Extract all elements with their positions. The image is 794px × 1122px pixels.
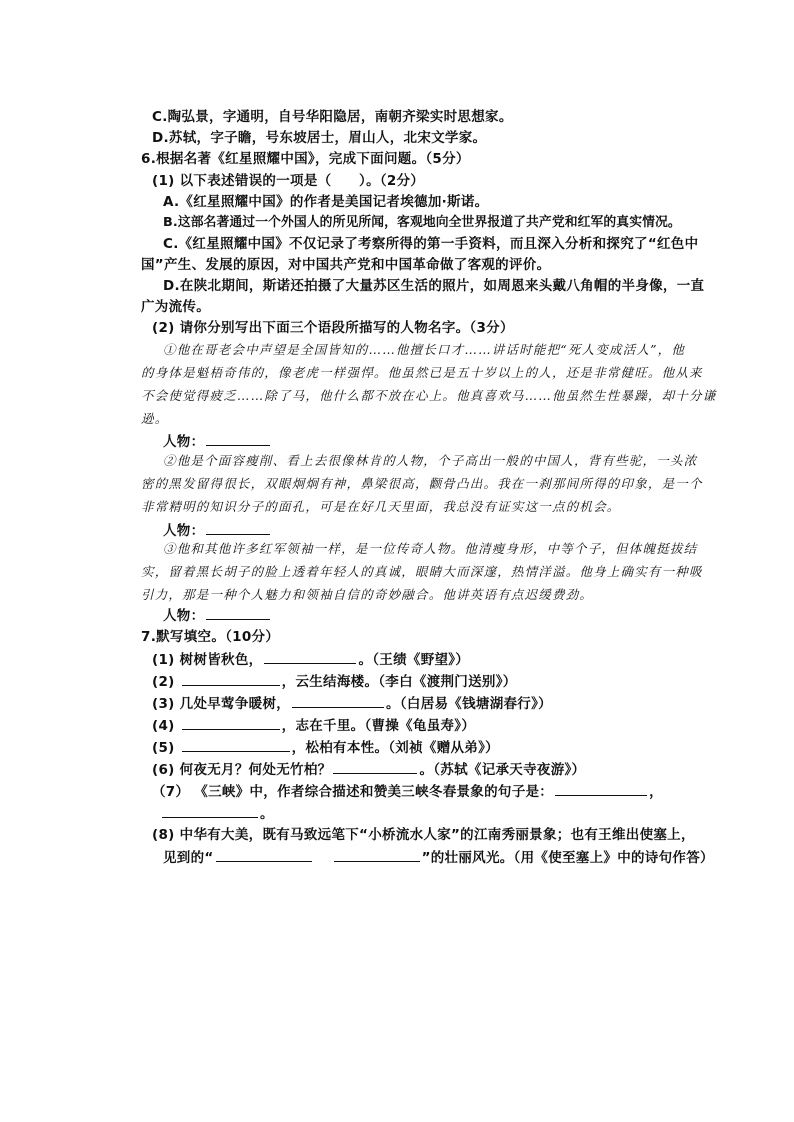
fill-blank[interactable]	[182, 738, 290, 752]
q7-item-2	[152, 672, 517, 691]
q6-option-d-line2: 广为流传。	[141, 299, 210, 315]
item-text: 。（苏轼《记承天寺夜游》）	[419, 762, 586, 778]
item-text: ，云生结海楼。（李白《渡荆门送别》）	[281, 674, 517, 690]
fill-blank[interactable]	[182, 716, 280, 730]
q7-header: 7.默写填空。（10分）	[141, 629, 280, 645]
passage1-line: 不会使觉得疲乏……除了马，他什么都不放在心上。他真喜欢马……他虽然生性暴躁，却十分谦	[141, 388, 717, 403]
q7-item-3	[152, 694, 552, 713]
q7-item-7-cont	[160, 804, 274, 823]
q6-option-b: B.这部名著通过一个外国人的所见所闻，客观地向全世界报道了共产党和红军的真实情况。	[163, 215, 681, 230]
item-text: 见到的“	[163, 850, 214, 866]
q7-item-5	[152, 738, 499, 757]
fill-blank[interactable]	[333, 760, 417, 774]
item-text: 。	[260, 806, 274, 822]
q6-part1-prompt: (1) 以下表述错误的一项是（ ）。（2分）	[152, 173, 425, 189]
item-number: (1)	[152, 652, 175, 668]
item-text: 。（白居易《钱塘湖春行》）	[386, 696, 552, 712]
person-answer-3	[163, 606, 272, 625]
person-label: 人物：	[163, 608, 205, 624]
item-text: ，	[649, 784, 663, 800]
passage3-line: ③他和其他许多红军领袖一样，是一位传奇人物。他清瘦身形，中等个子，但体魄挺拔结	[163, 541, 698, 556]
fill-blank[interactable]	[334, 848, 420, 862]
item-number: (3)	[152, 696, 175, 712]
person-label: 人物：	[163, 434, 205, 450]
person-answer-2	[163, 521, 272, 540]
q7-item-8	[152, 826, 695, 844]
fill-blank[interactable]	[162, 804, 258, 818]
item-number: (2)	[152, 674, 175, 690]
passage2-line: 非常精明的知识分子的面孔，可是在好几天里面，我总没有证实这一点的机会。	[141, 499, 621, 514]
item-text: 几处早莺争暖树，	[179, 696, 291, 712]
q6-header: 6.根据名著《红星照耀中国》，完成下面问题。（5分）	[141, 151, 470, 167]
fill-blank[interactable]	[555, 782, 647, 796]
q6-option-c-line1: C.《红星照耀中国》不仅记录了考察所得的第一手资料，而且深入分析和探究了“红色中	[163, 236, 699, 252]
q6-option-d-line1: D.在陕北期间，斯诺还拍摄了大量苏区生活的照片，如周恩来头戴八角帽的半身像，一直	[163, 278, 705, 294]
answer-blank[interactable]	[206, 606, 270, 620]
item-text: 中华有大美，既有马致远笔下“小桥流水人家”的江南秀丽景象；也有王维出使塞上，	[179, 827, 695, 843]
item-text: ，志在千里。（曹操《龟虽寿》）	[281, 718, 476, 734]
fill-blank[interactable]	[292, 694, 384, 708]
answer-blank[interactable]	[206, 432, 270, 446]
q5-option-c: C.陶弘景，字通明，自号华阳隐居，南朝齐梁实时思想家。	[152, 109, 513, 125]
passage1-line: 的身体是魁梧奇伟的，像老虎一样强悍。他虽然已是五十岁以上的人，还是非常健旺。他从来	[141, 365, 703, 380]
item-text: 何夜无月？何处无竹柏？	[179, 762, 332, 778]
passage2-line: 密的黑发留得很长，双眼炯炯有神，鼻梁很高，颧骨凸出。我在一刹那间所得的印象，是一个	[141, 476, 703, 491]
item-text: 。（王绩《野望》）	[358, 652, 470, 668]
item-number: (8)	[152, 827, 175, 843]
q7-item-6	[152, 760, 585, 779]
fill-blank[interactable]	[216, 848, 312, 862]
person-answer-1	[163, 432, 272, 451]
q6-option-a: A.《红星照耀中国》的作者是美国记者埃德加·斯诺。	[163, 194, 489, 210]
q6-option-c-line2: 国”产生、发展的原因，对中国共产党和中国革命做了客观的评价。	[141, 257, 551, 273]
answer-blank[interactable]	[206, 521, 270, 535]
fill-blank[interactable]	[182, 672, 280, 686]
item-number: (4)	[152, 718, 175, 734]
q7-item-8-cont	[163, 848, 714, 867]
q5-option-d: D.苏轼，字子瞻，号东坡居士，眉山人，北宋文学家。	[152, 130, 487, 146]
passage2-line: ②他是个面容瘦削、看上去很像林肯的人物，个子高出一般的中国人，背有些驼，一头浓	[163, 453, 698, 468]
passage3-line: 引力，那是一种个人魅力和领袖自信的奇妙融合。他讲英语有点迟缓费劲。	[141, 587, 594, 602]
q7-item-4	[152, 716, 475, 735]
q7-item-1	[152, 650, 469, 669]
q6-part2-prompt: (2) 请你分别写出下面三个语段所描写的人物名字。（3分）	[152, 320, 514, 336]
person-label: 人物：	[163, 523, 205, 539]
item-number: （7）	[152, 784, 190, 800]
item-number: (6)	[152, 762, 175, 778]
item-text: 树树皆秋色，	[179, 652, 263, 668]
item-text: ，松柏有本性。（刘祯《赠从弟》）	[291, 740, 499, 756]
passage1-line: 逊。	[141, 411, 169, 426]
q7-item-7	[152, 782, 663, 801]
item-number: (5)	[152, 740, 175, 756]
fill-blank[interactable]	[264, 650, 356, 664]
passage1-line: ①他在哥老会中声望是全国皆知的……他擅长口才……讲话时能把“死人变成活人”，他	[163, 342, 686, 357]
item-text: 《三峡》中，作者综合描述和赞美三峡冬春景象的句子是：	[194, 784, 554, 800]
passage3-line: 实，留着黑长胡子的脸上透着年轻人的真诚，眼睛大而深邃，热情洋溢。他身上确实有一种吸	[141, 564, 703, 579]
item-text: ”的壮丽风光。（用《使至塞上》中的诗句作答）	[421, 850, 714, 866]
